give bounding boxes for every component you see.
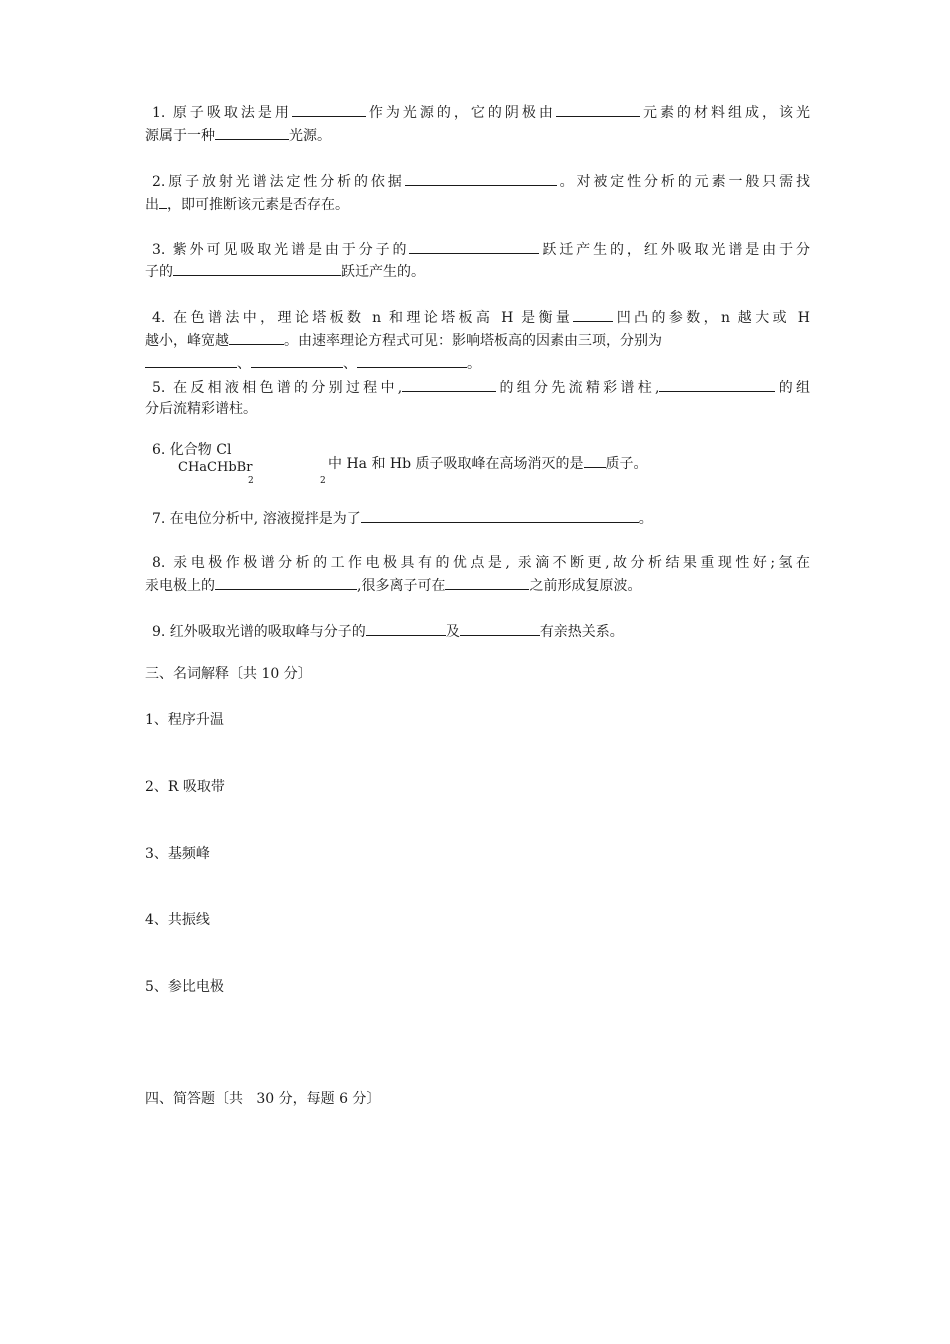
q6-text-1: 6. 化合物 Cl xyxy=(152,442,232,458)
question-8-line-2 xyxy=(145,575,810,596)
question-4-line-3 xyxy=(145,353,810,374)
q2-text-1: 2.原子放射光谱法定性分析的依据 xyxy=(152,174,405,190)
question-3-line-1 xyxy=(145,239,810,260)
q9-text-1: 9. 红外吸取光谱的吸取峰与分子的 xyxy=(152,624,366,640)
q3-text-1: 3. 紫外可见吸取光谱是由于分子的 xyxy=(152,242,410,258)
q1-text-1: 1. 原子吸取法是用 xyxy=(152,105,292,121)
q8-blank-2[interactable] xyxy=(445,575,529,590)
q1-blank-2[interactable] xyxy=(556,102,640,117)
q2-blank-1[interactable] xyxy=(405,171,557,186)
q4-text-1: 4. 在色谱法中，理论塔板数 n 和理论塔板高 H 是衡量 xyxy=(152,310,574,326)
q4-sep-1: 、 xyxy=(237,356,251,372)
section-4-title: 四、简答题〔共 30 分，每题 6 分〕 xyxy=(145,1091,381,1107)
question-4-line-2 xyxy=(145,330,810,351)
q4-end: 。 xyxy=(467,356,481,372)
term-item-2: 2、R 吸取带 xyxy=(145,779,225,795)
q1-blank-3[interactable] xyxy=(215,125,289,140)
q6-line xyxy=(328,453,648,474)
q5-blank-2[interactable] xyxy=(659,377,775,392)
question-8-line-1 xyxy=(145,553,810,573)
question-2-line-2 xyxy=(145,194,810,215)
q7-text-1: 7. 在电位分析中, 溶液搅拌是为了 xyxy=(152,511,361,527)
q5-text-2: 的组分先流精彩谱柱, xyxy=(496,380,660,396)
q8-text-4: 之前形成复原波。 xyxy=(529,578,642,594)
q9-blank-2[interactable] xyxy=(460,621,540,636)
q5-blank-1[interactable] xyxy=(402,377,496,392)
q4-blank-4[interactable] xyxy=(251,353,343,368)
q6-text-2: 中 Ha 和 Hb 质子吸取峰在高场消灭的是 xyxy=(328,456,584,472)
question-4-line-1 xyxy=(145,307,810,328)
q1-blank-1[interactable] xyxy=(292,102,366,117)
q3-text-2: 跃迁产生的，红外吸取光谱是由于分 xyxy=(539,242,811,258)
question-5-line-2 xyxy=(145,399,810,419)
q5-text-4: 分后流精彩谱柱。 xyxy=(145,401,257,417)
q5-text-1: 5. 在反相液相色谱的分别过程中, xyxy=(152,380,403,396)
q3-blank-1[interactable] xyxy=(409,239,539,254)
q2-text-2: 。对被定性分析的元素一般只需找 xyxy=(556,174,811,190)
q4-blank-3[interactable] xyxy=(145,353,237,368)
q4-text-2: 凹凸的参数，n 越大或 H xyxy=(613,310,810,326)
q1-text-2: 作为光源的，它的阴极由 xyxy=(365,105,556,121)
q2-text-3: 出 xyxy=(145,197,159,213)
q4-text-3: 越小，峰宽越 xyxy=(145,333,229,349)
q6-subscript-2: 2 xyxy=(320,476,326,486)
q1-text-5: 光源。 xyxy=(289,128,331,144)
term-item-4: 4、共振线 xyxy=(145,912,210,928)
q7-blank-1[interactable] xyxy=(361,508,639,523)
q8-text-1: 8. 汞电极作极谱分析的工作电极具有的优点是, 汞滴不断更,故分析结果重现性好;氢在 xyxy=(152,555,810,571)
q1-text-3: 元素的材料组成，该光 xyxy=(639,105,810,121)
q1-text-4: 源属于一种 xyxy=(145,128,215,144)
q7-text-2: 。 xyxy=(638,511,653,527)
question-9-line xyxy=(152,621,624,642)
q6-formula: CHaCHbBr xyxy=(178,460,253,475)
section-3-title: 三、名词解释〔共 10 分〕 xyxy=(145,666,312,682)
q9-text-3: 有亲热关系。 xyxy=(539,624,624,640)
q5-text-3: 的组 xyxy=(775,380,811,396)
q6-text-3: 质子。 xyxy=(605,456,648,472)
q4-blank-1[interactable] xyxy=(573,307,613,322)
q9-blank-1[interactable] xyxy=(366,621,446,636)
question-2-line-1 xyxy=(145,171,810,192)
q8-blank-1[interactable] xyxy=(215,575,357,590)
q8-text-3: ,很多离子可在 xyxy=(357,578,446,594)
q6-blank-1[interactable] xyxy=(584,453,606,468)
question-1-line-1 xyxy=(145,102,810,123)
q4-sep-2: 、 xyxy=(343,356,357,372)
q3-text-3: 子的 xyxy=(145,264,173,280)
q4-text-4: 。由速率理论方程式可见：影响塔板高的因素由三项，分别为 xyxy=(284,333,662,349)
question-7-line xyxy=(152,508,653,529)
q8-text-2: 汞电极上的 xyxy=(145,578,215,594)
q4-blank-5[interactable] xyxy=(357,353,467,368)
term-item-3: 3、基频峰 xyxy=(145,846,210,862)
question-5-line-1 xyxy=(145,377,810,398)
q6-subscript-1: 2 xyxy=(248,476,254,486)
term-item-5: 5、参比电极 xyxy=(145,979,224,995)
question-1-line-2 xyxy=(145,125,810,146)
q3-blank-2[interactable] xyxy=(173,261,341,276)
question-3-line-2 xyxy=(145,261,810,282)
q2-text-4: ，即可推断该元素是否存在。 xyxy=(167,197,349,213)
q2-blank-2[interactable] xyxy=(159,194,167,209)
q4-blank-2[interactable] xyxy=(229,330,284,345)
q3-text-4: 跃迁产生的。 xyxy=(341,264,425,280)
q9-text-2: 及 xyxy=(445,624,460,640)
term-item-1: 1、程序升温 xyxy=(145,712,224,728)
